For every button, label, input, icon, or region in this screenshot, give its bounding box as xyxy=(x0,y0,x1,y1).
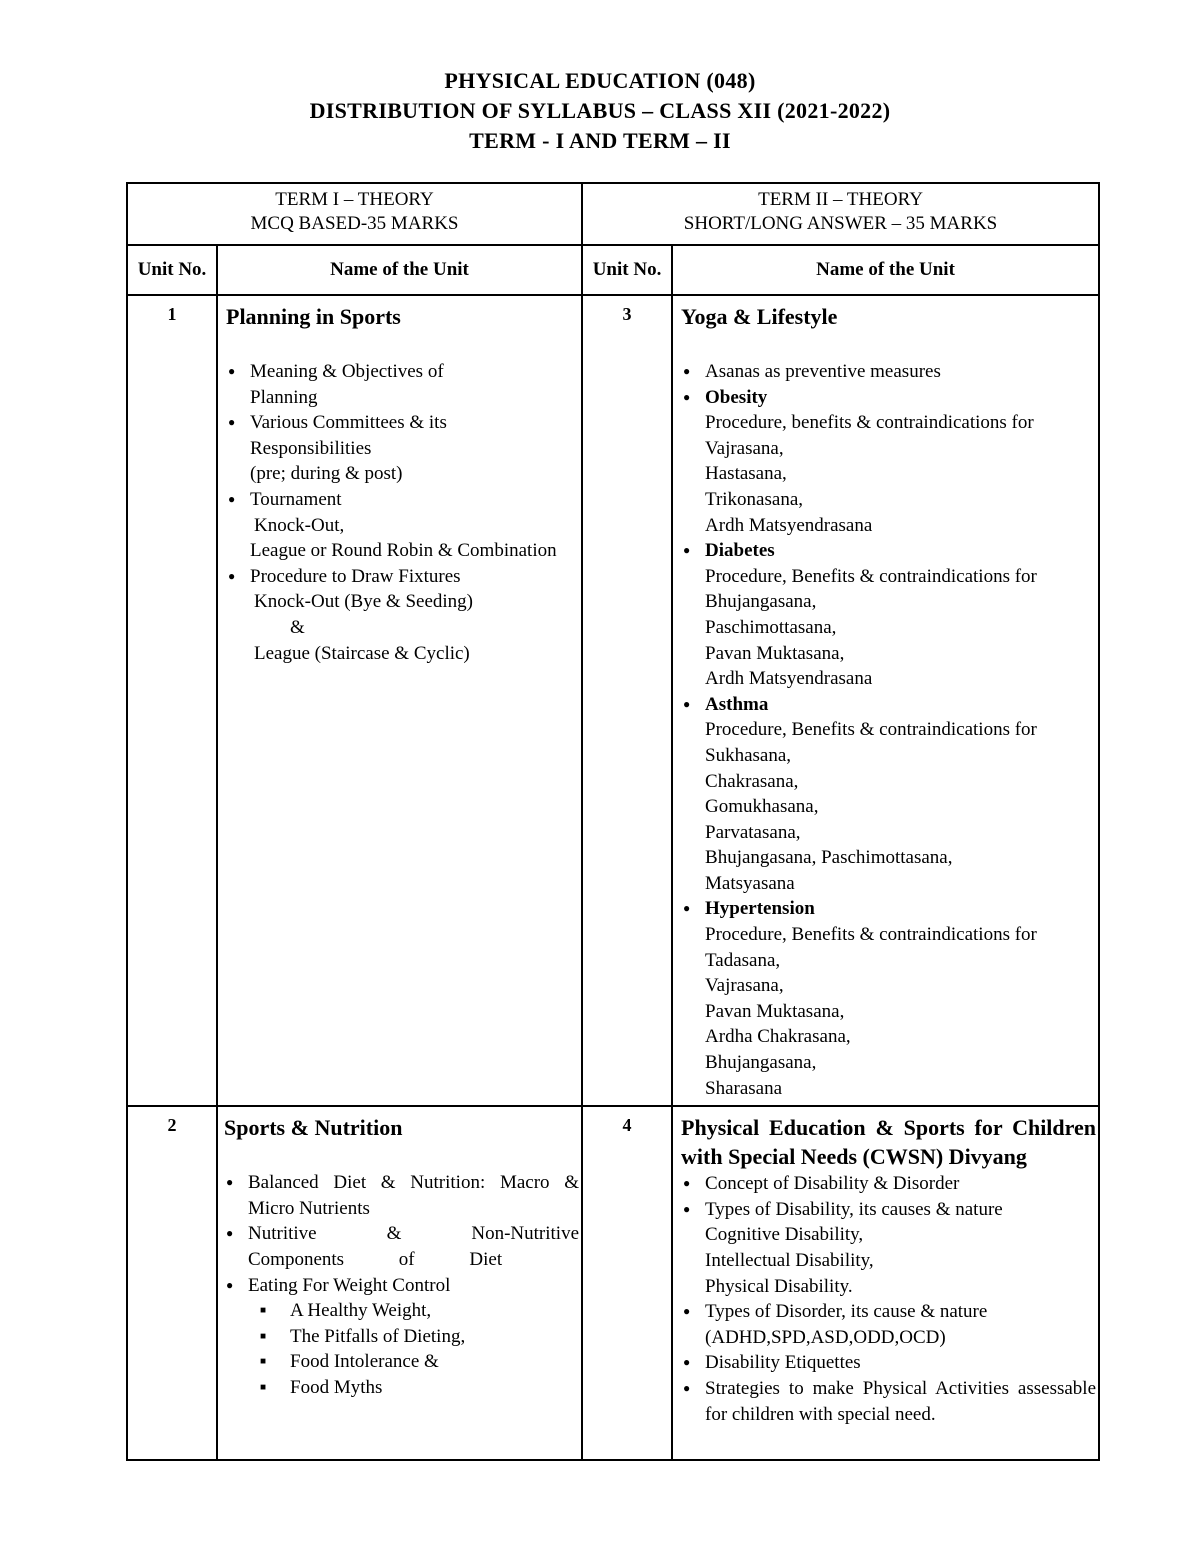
item-text: Intellectual Disability, xyxy=(705,1250,874,1271)
list-item xyxy=(705,1171,1098,1197)
col-unit-no-2: Unit No. xyxy=(582,245,672,295)
unit2-number: 2 xyxy=(127,1106,217,1460)
list-item xyxy=(705,1350,1098,1376)
list-item xyxy=(705,1197,1098,1299)
list-item xyxy=(248,1273,581,1299)
item-text: ● Procedure to Draw Fixtures xyxy=(250,565,461,587)
list-item xyxy=(290,1324,581,1350)
item-text: Paschimottasana, xyxy=(705,616,837,638)
item-text: League or Round Robin & Combination xyxy=(250,540,557,562)
item-text: ● Nutritive & Non-Nutritive Components of Diet xyxy=(248,1223,580,1270)
list-item xyxy=(290,1349,581,1375)
unit4-number: 4 xyxy=(582,1106,672,1460)
col-unit-name-1: Name of the Unit xyxy=(217,245,582,295)
page-header xyxy=(0,66,1200,156)
unit3-content xyxy=(672,295,1099,1106)
item-text: Tadasana, xyxy=(705,949,781,971)
unit4-title: Physical Education & Sports for Children with Special Needs (CWSN) Divyang xyxy=(681,1115,1097,1170)
item-text: Trikonasana, xyxy=(705,488,804,510)
item-heading: ● Asthma xyxy=(705,693,769,715)
unit1-title: Planning in Sports xyxy=(226,304,401,329)
unit3-list xyxy=(681,359,1098,1101)
list-item xyxy=(248,1170,581,1221)
term1-title: TERM I – THEORY xyxy=(275,189,434,210)
item-text: ● Types of Disorder, its cause & nature xyxy=(705,1301,988,1323)
list-item xyxy=(250,564,581,666)
list-item xyxy=(705,538,1098,692)
item-text: Disability Etiquettes xyxy=(705,1352,861,1374)
column-header-row xyxy=(127,245,1099,295)
unit2-sublist xyxy=(224,1298,581,1400)
item-text: ● Eating For Weight Control xyxy=(248,1274,451,1296)
item-text: Concept of Disability & Disorder xyxy=(705,1173,960,1195)
unit3-number: 3 xyxy=(582,295,672,1106)
col-unit-no-1: Unit No. xyxy=(127,245,217,295)
term2-header xyxy=(582,183,1099,245)
item-text: ● Various Committees & its Responsibilities xyxy=(250,412,447,459)
item-text: Ardh Matsyendrasana xyxy=(705,514,873,536)
item-text: Procedure, Benefits & contraindications for xyxy=(705,565,1037,587)
list-item xyxy=(248,1221,581,1272)
item-text: Cognitive Disability, xyxy=(705,1224,864,1246)
list-item xyxy=(290,1298,581,1324)
item-text: Pavan Muktasana, xyxy=(705,642,845,664)
item-heading: ● Hypertension xyxy=(705,898,815,920)
list-item xyxy=(705,692,1098,897)
list-item xyxy=(250,487,581,564)
item-text: Chakrasana, xyxy=(705,770,799,792)
item-text: The Pitfalls of Dieting, xyxy=(290,1325,466,1347)
unit4-list xyxy=(681,1171,1098,1427)
unit3-title: Yoga & Lifestyle xyxy=(681,304,838,329)
list-item xyxy=(705,359,1098,385)
item-text: Physical Disability. xyxy=(705,1275,853,1297)
syllabus-table xyxy=(126,182,1100,1461)
item-text: Bhujangasana, xyxy=(705,1052,817,1074)
item-text: League (Staircase & Cyclic) xyxy=(254,642,470,664)
item-text: Ardha Chakrasana, xyxy=(705,1026,851,1048)
item-text: Parvatasana, xyxy=(705,821,801,843)
list-item xyxy=(705,896,1098,1101)
item-text: & xyxy=(290,616,305,638)
item-text: ● Balanced Diet & Nutrition: Macro & Micro Nutrients xyxy=(248,1172,580,1219)
item-text: Sharasana xyxy=(705,1077,783,1099)
item-text: Hastasana, xyxy=(705,463,787,485)
item-text: Procedure, Benefits & contraindications for xyxy=(705,924,1037,946)
item-text: Gomukhasana, xyxy=(705,796,819,818)
item-text: ● Types of Disability, its causes & nature xyxy=(705,1198,1003,1220)
unit1-number: 1 xyxy=(127,295,217,1106)
item-text: Knock-Out (Bye & Seeding) xyxy=(254,591,473,613)
list-item xyxy=(290,1375,581,1401)
item-text: ● Tournament xyxy=(250,488,342,510)
item-text: Asanas as preventive measures xyxy=(705,361,941,382)
header-line-3: TERM - I AND TERM – II xyxy=(469,128,731,153)
item-text: Food Myths xyxy=(290,1376,383,1398)
item-text: Pavan Muktasana, xyxy=(705,1000,845,1022)
term-header-row xyxy=(127,183,1099,245)
list-item xyxy=(705,1299,1098,1350)
table-row xyxy=(127,1106,1099,1460)
item-text: Matsyasana xyxy=(705,872,795,894)
unit1-content xyxy=(217,295,582,1106)
term2-title: TERM II – THEORY xyxy=(758,189,923,210)
item-text: Food Intolerance & xyxy=(290,1351,439,1373)
unit2-content xyxy=(217,1106,582,1460)
term1-subtitle: MCQ BASED-35 MARKS xyxy=(250,213,459,234)
item-text: Vajrasana, xyxy=(705,975,784,997)
term2-subtitle: SHORT/LONG ANSWER – 35 MARKS xyxy=(683,213,998,234)
header-line-2: DISTRIBUTION OF SYLLABUS – CLASS XII (2021-2022) xyxy=(309,98,891,123)
item-text: Bhujangasana, Paschimottasana, xyxy=(705,847,953,869)
unit2-title: Sports & Nutrition xyxy=(224,1115,403,1141)
item-text: (pre; during & post) xyxy=(250,463,403,485)
item-heading: ● Obesity xyxy=(705,386,768,408)
item-text: Procedure, Benefits & contraindications for xyxy=(705,719,1037,741)
item-text: ● Meaning & Objectives of Planning xyxy=(250,361,444,408)
unit1-list xyxy=(226,359,581,666)
table-row xyxy=(127,295,1099,1106)
list-item xyxy=(705,1376,1098,1427)
header-line-1: PHYSICAL EDUCATION (048) xyxy=(444,68,756,93)
list-item xyxy=(250,410,581,487)
item-text: A Healthy Weight, xyxy=(290,1300,432,1322)
item-text: Procedure, benefits & contraindications for xyxy=(705,412,1034,434)
unit2-list xyxy=(224,1170,581,1298)
unit4-content xyxy=(672,1106,1099,1460)
item-text: Knock-Out, xyxy=(254,514,345,536)
list-item xyxy=(705,385,1098,539)
item-text: Bhujangasana, xyxy=(705,591,817,613)
term1-header xyxy=(127,183,582,245)
item-text: (ADHD,SPD,ASD,ODD,OCD) xyxy=(705,1326,946,1348)
list-item xyxy=(250,359,581,410)
item-text: ● Strategies to make Physical Activities assessable for children with special need. xyxy=(705,1377,1097,1425)
item-text: Vajrasana, xyxy=(705,437,784,459)
col-unit-name-2: Name of the Unit xyxy=(672,245,1099,295)
item-heading: ● Diabetes xyxy=(705,540,775,562)
item-text: Ardh Matsyendrasana xyxy=(705,668,873,690)
item-text: Sukhasana, xyxy=(705,744,792,766)
